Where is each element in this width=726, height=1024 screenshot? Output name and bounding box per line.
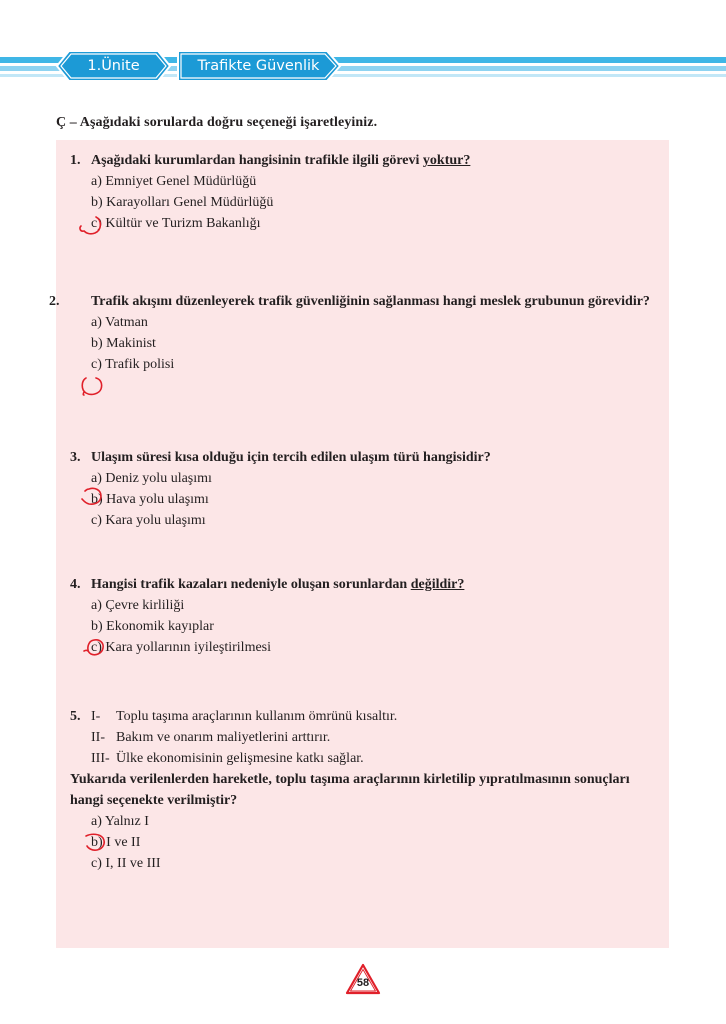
question-stem: Yukarıda verilenlerden hareketle, toplu taşıma araçlarının kirletilip yıpratılmasının sonuçları hangi seçenekte verilmiştir? (70, 772, 630, 808)
question-stem: Ulaşım süresi kısa olduğu için tercih edilen ulaşım türü hangisidir? (91, 450, 491, 465)
unit-label: 1.Ünite (87, 58, 140, 74)
statement-text: Bakım ve onarım maliyetlerini arttırır. (116, 730, 331, 745)
question-number: 5. (70, 709, 81, 724)
answer-mark-q5 (84, 832, 106, 850)
question-stem-emphasis: değildir? (410, 577, 465, 592)
option-b[interactable]: b) Hava yolu ulaşımı (91, 492, 209, 507)
answer-mark-q3 (79, 486, 101, 504)
question-number: 2. (49, 294, 60, 309)
question-number: 1. (70, 153, 81, 168)
option-b[interactable]: b) Makinist (91, 336, 156, 351)
question-stem: Aşağıdaki kurumlardan hangisinin trafikle ilgili görevi (91, 153, 423, 168)
answer-mark-q4 (82, 637, 104, 655)
question-1 (70, 150, 655, 234)
question-2 (49, 291, 655, 375)
option-c[interactable]: c) Trafik polisi (91, 357, 175, 372)
option-a[interactable]: a) Vatman (91, 315, 148, 330)
page-number: 58 (356, 977, 370, 989)
question-stem: Hangisi trafik kazaları nedeniyle oluşan sorunlardan (91, 577, 411, 592)
option-c[interactable]: c) I, II ve III (91, 856, 161, 871)
option-b[interactable]: b) Ekonomik kayıplar (91, 619, 214, 634)
option-a[interactable]: a) Emniyet Genel Müdürlüğü (91, 174, 257, 189)
question-number: 4. (70, 577, 81, 592)
question-stem: Trafik akışını düzenleyerek trafik güvenliğinin sağlanması hangi meslek grubunun görevidir? (91, 294, 650, 309)
option-a[interactable]: a) Çevre kirliliği (91, 598, 185, 613)
question-stem-emphasis: yoktur? (422, 153, 471, 168)
option-c[interactable]: c) Kara yolu ulaşımı (91, 513, 206, 528)
unit-tag (55, 49, 172, 83)
option-a[interactable]: a) Deniz yolu ulaşımı (91, 471, 212, 486)
statement-numeral: II- (91, 730, 105, 745)
statement-text: Ülke ekonomisinin gelişmesine katkı sağlar. (116, 751, 364, 766)
option-c[interactable]: c) Kara yollarının iyileştirilmesi (91, 640, 272, 655)
statement-numeral: I- (91, 709, 101, 724)
option-b[interactable]: b) I ve II (91, 835, 141, 850)
instruction-heading: Ç – Aşağıdaki sorularda doğru seçeneği işaretleyiniz. (56, 115, 378, 130)
question-3 (70, 447, 655, 531)
question-number: 3. (70, 450, 81, 465)
statement-3 (70, 748, 655, 769)
statement-1 (70, 706, 655, 727)
topic-label: Trafikte Güvenlik (197, 58, 320, 74)
page-number-badge (345, 963, 381, 995)
option-a[interactable]: a) Yalnız I (91, 814, 149, 829)
answer-mark-q2 (80, 375, 102, 393)
question-4 (70, 574, 655, 658)
topic-tag (175, 49, 342, 83)
statement-numeral: III- (91, 751, 110, 766)
option-c[interactable]: c) Kültür ve Turizm Bakanlığı (91, 216, 261, 231)
question-5 (70, 706, 655, 874)
statement-text: Toplu taşıma araçlarının kullanım ömrünü kısaltır. (116, 709, 398, 724)
option-b[interactable]: b) Karayolları Genel Müdürlüğü (91, 195, 274, 210)
answer-mark-q1 (78, 214, 100, 232)
statement-2 (70, 727, 655, 748)
